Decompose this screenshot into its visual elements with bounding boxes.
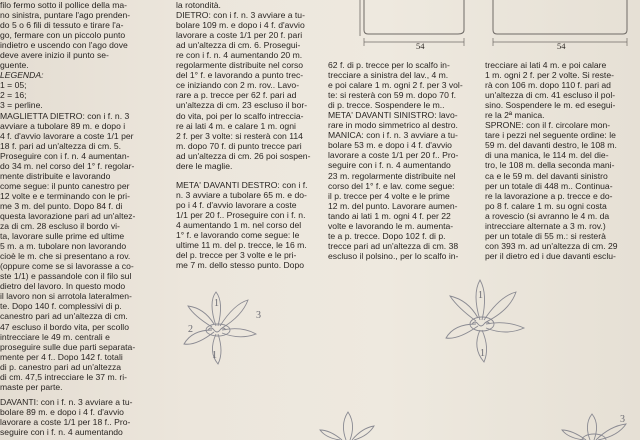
flower1-label-top: 1 xyxy=(214,298,219,309)
text-line: come segue: il punto canestro per xyxy=(0,180,130,191)
text-line: rare a p. trecce per 62 f. pari ad xyxy=(176,90,297,101)
text-line: il p. trecce per 4 volte e le prime xyxy=(328,190,450,201)
text-line: po 8 f. calare 1 m. su ogni costa xyxy=(485,200,607,211)
text-line: META' DAVANTI SINISTRO: lavo- xyxy=(328,110,458,121)
text-line: del 1° f. e lavorando a punto trec- xyxy=(176,70,304,81)
text-line: filo fermo sotto il pollice della ma- xyxy=(0,0,128,10)
text-line: per un totale di 55 m.: si resterà xyxy=(485,230,606,241)
text-line: di p. canestro pari ad un'altezza xyxy=(0,361,122,372)
text-line: di cm. 47,5 intrecciare le 37 m. ri- xyxy=(0,371,128,382)
text-line: 5 m. a m. tubolare non lavorando xyxy=(0,241,127,252)
text-line: META' DAVANTI DESTRO: con i f. xyxy=(176,179,308,190)
text-line: re con i f. n. 4 aumentando 20 m. xyxy=(176,50,303,61)
text-line: go, fermare con un piccolo punto xyxy=(0,30,126,41)
text-line: me 7 m. dello stesso punto. Dopo xyxy=(176,260,305,271)
text-line: SPRONE: con il f. circolare mon- xyxy=(485,120,611,131)
flower-embroidery-diagram-3 xyxy=(318,410,378,440)
flower1-label-right: 3 xyxy=(256,310,261,321)
text-line: te a p. trecce. Dopo 102 f. di p. xyxy=(328,230,446,241)
flower2-label-top: 1 xyxy=(478,290,483,301)
text-line: 62 f. di p. trecce per lo scalfo in- xyxy=(328,60,450,70)
davanti-paragraph xyxy=(0,397,137,437)
text-line: do 34 m. nel corso del 1° f. regolar- xyxy=(0,160,135,171)
text-line: mente distribuite e lavorando xyxy=(0,170,111,181)
text-line: 2 f. per 3 volte: si resterà con 114 xyxy=(176,130,303,141)
text-line: un'altezza di cm. 41 escluso il pol- xyxy=(485,90,616,101)
text-line: (oppure come se si lavorasse a co- xyxy=(0,261,134,272)
text-line: la rotondità. xyxy=(176,0,221,10)
text-line: guente. xyxy=(0,60,29,71)
text-line: di p. trecce. Sospendere le m.. xyxy=(328,100,445,111)
text-line: corso del 1° f. e lav. come segue: xyxy=(328,180,455,191)
meta-davanti-destro-paragraph xyxy=(176,180,316,270)
text-line: seguire con i f. n. 4 aumentando xyxy=(328,160,451,171)
text-line: bolare 89 m. e dopo i 4 f. d'avvio xyxy=(0,406,124,417)
intro-paragraph xyxy=(0,0,137,70)
text-line: 1/1 per 20 f.. Proseguire con i f. n. xyxy=(176,209,306,220)
text-line: 1° f. e lavorando come segue: le xyxy=(176,230,300,241)
flower1-label-left: 2 xyxy=(188,324,193,335)
text-line: a rovescio (si avranno le 4 m. da xyxy=(485,210,610,221)
dietro-paragraph xyxy=(176,0,316,171)
text-line: indietro e uscendo con l'ago dove xyxy=(0,40,128,51)
text-line: questa lavorazione pari ad un'altez- xyxy=(0,210,136,221)
text-line: MAGLIETTA DIETRO: con i f. n. 3 xyxy=(0,110,130,121)
text-column-2 xyxy=(176,0,316,270)
text-column-1 xyxy=(0,0,137,437)
text-line: il lavoro non si arrotola lateralmen- xyxy=(0,291,132,302)
text-line: di una manica, le 114 m. del die- xyxy=(485,150,609,161)
text-line: 3 = perline. xyxy=(0,100,43,111)
text-line: rà con 106 m. dopo 110 f. pari ad xyxy=(485,80,611,91)
text-line: po i 4 f. d'avvio lavorare a coste xyxy=(176,199,297,210)
text-line: avviare a tubolare 89 m. e dopo i xyxy=(0,120,126,131)
text-line: seguire con i f. n. 4 aumentando xyxy=(0,426,123,437)
text-column-3 xyxy=(328,60,474,261)
text-line: re la 2ª manica. xyxy=(485,110,545,121)
flower2-label-bottom: 1 xyxy=(480,348,485,359)
text-line: proseguire sulle due parti separata- xyxy=(0,341,136,352)
text-line: ste 1/1) e passandole con il filo sul xyxy=(0,271,132,282)
text-line: 47 escluso il bordo vita, per scollo xyxy=(0,321,129,332)
text-line: 23 m. regolarmente distribuite nel xyxy=(328,170,456,181)
text-line: tro, le 108 m. della seconda mani- xyxy=(485,160,615,171)
legend-title: LEGENDA: xyxy=(0,70,44,81)
flower-embroidery-diagram-4 xyxy=(560,412,640,440)
text-line: trecciare ai lati 4 m. e poi calare xyxy=(485,60,607,70)
flower4-label-3: 3 xyxy=(620,414,625,425)
text-line: intrecciare le 49 m. centrali e xyxy=(0,331,110,342)
text-line: regolarmente distribuite nel corso xyxy=(176,60,304,71)
text-line: ta, lavorare sulle prime ed ultime xyxy=(0,231,125,242)
text-line: lavorare a coste 1/1 per 20 f.. Pro- xyxy=(328,150,459,161)
text-line: te: si resterà con 59 m. dopo 70 f. xyxy=(328,90,457,101)
text-line: do 5 o 6 fili di tessuto e tirare l'a- xyxy=(0,20,124,31)
text-line: lavorare a coste 1/1 per 18 f.. Pro- xyxy=(0,416,131,427)
text-line: 12 volte e e terminando con le pri- xyxy=(0,190,130,201)
text-line: canestro pari ad un'altezza di cm. xyxy=(0,311,128,322)
text-line: MANICA: con i f. n. 3 avviare a tu- xyxy=(328,130,458,141)
text-line: per un totale di 448 m.. Continua- xyxy=(485,180,613,191)
text-line: n. 3 avviare a tubolare 65 m. e do- xyxy=(176,189,307,200)
text-line: escluso il polsino., per lo scalfo in- xyxy=(328,250,459,261)
flower1-label-bottom: 1 xyxy=(212,350,217,361)
text-line: te. Dopo 140 f. complessivi di p. xyxy=(0,301,122,312)
garment-schematic-front xyxy=(350,0,478,48)
text-line: 4 f. d'avvio lavorare a coste 1/1 per xyxy=(0,130,134,141)
text-line: trecciare a sinistra del lav., 4 m. xyxy=(328,70,449,81)
text-column-4 xyxy=(485,60,638,261)
text-line: mente per 4 f.. Dopo 142 f. totali xyxy=(0,351,123,362)
text-line: no sinistra, puntare l'ago prenden- xyxy=(0,10,131,21)
text-line: volte e lavorando le m. aumenta- xyxy=(328,220,454,231)
text-line: per il dietro ed i due davanti esclu- xyxy=(485,250,616,261)
text-line: lavorare a coste 1/1 per 20 f. pari xyxy=(176,30,303,41)
text-line: deve avere inizio il punto se- xyxy=(0,50,109,61)
text-line: 1 m. ogni 2 f. per 2 volte. Si reste- xyxy=(485,70,614,81)
text-line: rare in modo simmetrico al destro. xyxy=(328,120,458,131)
text-line: re ai lati 4 m. e calare 1 m. ogni xyxy=(176,120,296,131)
text-line: Proseguire con i f. n. 4 aumentan- xyxy=(0,150,130,161)
text-line: m. dopo 70 f. di punto trecce pari xyxy=(176,140,302,151)
text-line: ad un'altezza di cm. 6. Prosegui- xyxy=(176,40,301,51)
text-line: un'altezza di cm. 23 escluso il bor- xyxy=(176,100,308,111)
flower-embroidery-diagram-2 xyxy=(440,276,528,366)
text-line: tare i pezzi nel seguente ordine: le xyxy=(485,130,616,141)
text-line: maste per parte. xyxy=(0,381,63,392)
text-line: za di cm. 28 escluso il bordo vi- xyxy=(0,221,120,232)
legend-list xyxy=(0,80,137,110)
text-line: dietro del lavoro. In questo modo xyxy=(0,281,126,292)
text-line: do vita, poi per lo scalfo intreccia- xyxy=(176,110,304,121)
text-line: bolare 53 m. e dopo i 4 f. d'avvio xyxy=(328,140,452,151)
meta-davanti-manica-paragraph xyxy=(328,60,474,261)
text-line: del p. trecce per 3 volte e le pri- xyxy=(176,250,297,261)
text-line: intrecciare alternate a 3 m. rov.) xyxy=(485,220,606,231)
text-line: 2 = 16; xyxy=(0,90,27,101)
dimension-label-front: 54 xyxy=(416,41,425,51)
text-line: ultime 11 m. del p. trecce, le 16 m. xyxy=(176,240,307,251)
text-line: dere le maglie. xyxy=(176,160,233,171)
flower-embroidery-diagram-1 xyxy=(178,286,262,368)
text-line: re la lavorazione a p. trecce e do- xyxy=(485,190,613,201)
text-line: cioè le m. che si presentano a rov. xyxy=(0,251,131,262)
text-line: DAVANTI: con i f. n. 3 avviare a tu- xyxy=(0,396,133,407)
text-line: 59 m. del davanti destro, le 108 m. xyxy=(485,140,617,151)
text-line: con 393 m. ad un'altezza di cm. 29 xyxy=(485,240,618,251)
text-line: ca e le 59 m. del davanti sinistro xyxy=(485,170,608,181)
text-line: ce iniziando con 2 m. rov.. Lavo- xyxy=(176,80,300,91)
text-line: DIETRO: con i f. n. 3 avviare a tu- xyxy=(176,10,305,21)
sprone-paragraph xyxy=(485,60,638,261)
text-line: trecce pari ad un'altezza di cm. 38 xyxy=(328,240,459,251)
text-line: tando ai lati 1 m. ogni 4 f. per 22 xyxy=(328,210,451,221)
text-line: me 3 m. del punto. Dopo 84 f. di xyxy=(0,200,123,211)
text-line: 4 aumentando 1 m. nel corso del xyxy=(176,219,302,230)
maglietta-dietro-paragraph xyxy=(0,111,137,392)
dimension-label-back: 54 xyxy=(557,41,566,51)
text-line: ad un'altezza di cm. 26 poi sospen- xyxy=(176,150,311,161)
text-line: e poi calare 1 m. ogni 2 f. per 3 vol- xyxy=(328,80,463,91)
text-line: 1 = 05; xyxy=(0,80,27,91)
text-line: bolare 109 m. e dopo i 4 f. d'avvio xyxy=(176,20,305,31)
text-line: 18 f. pari ad un'altezza di cm. 5. xyxy=(0,140,122,151)
text-line: 12 m. del punto. Lavorare aumen- xyxy=(328,200,458,211)
text-line: sino. Sospendere le m. ed esegui- xyxy=(485,100,616,111)
